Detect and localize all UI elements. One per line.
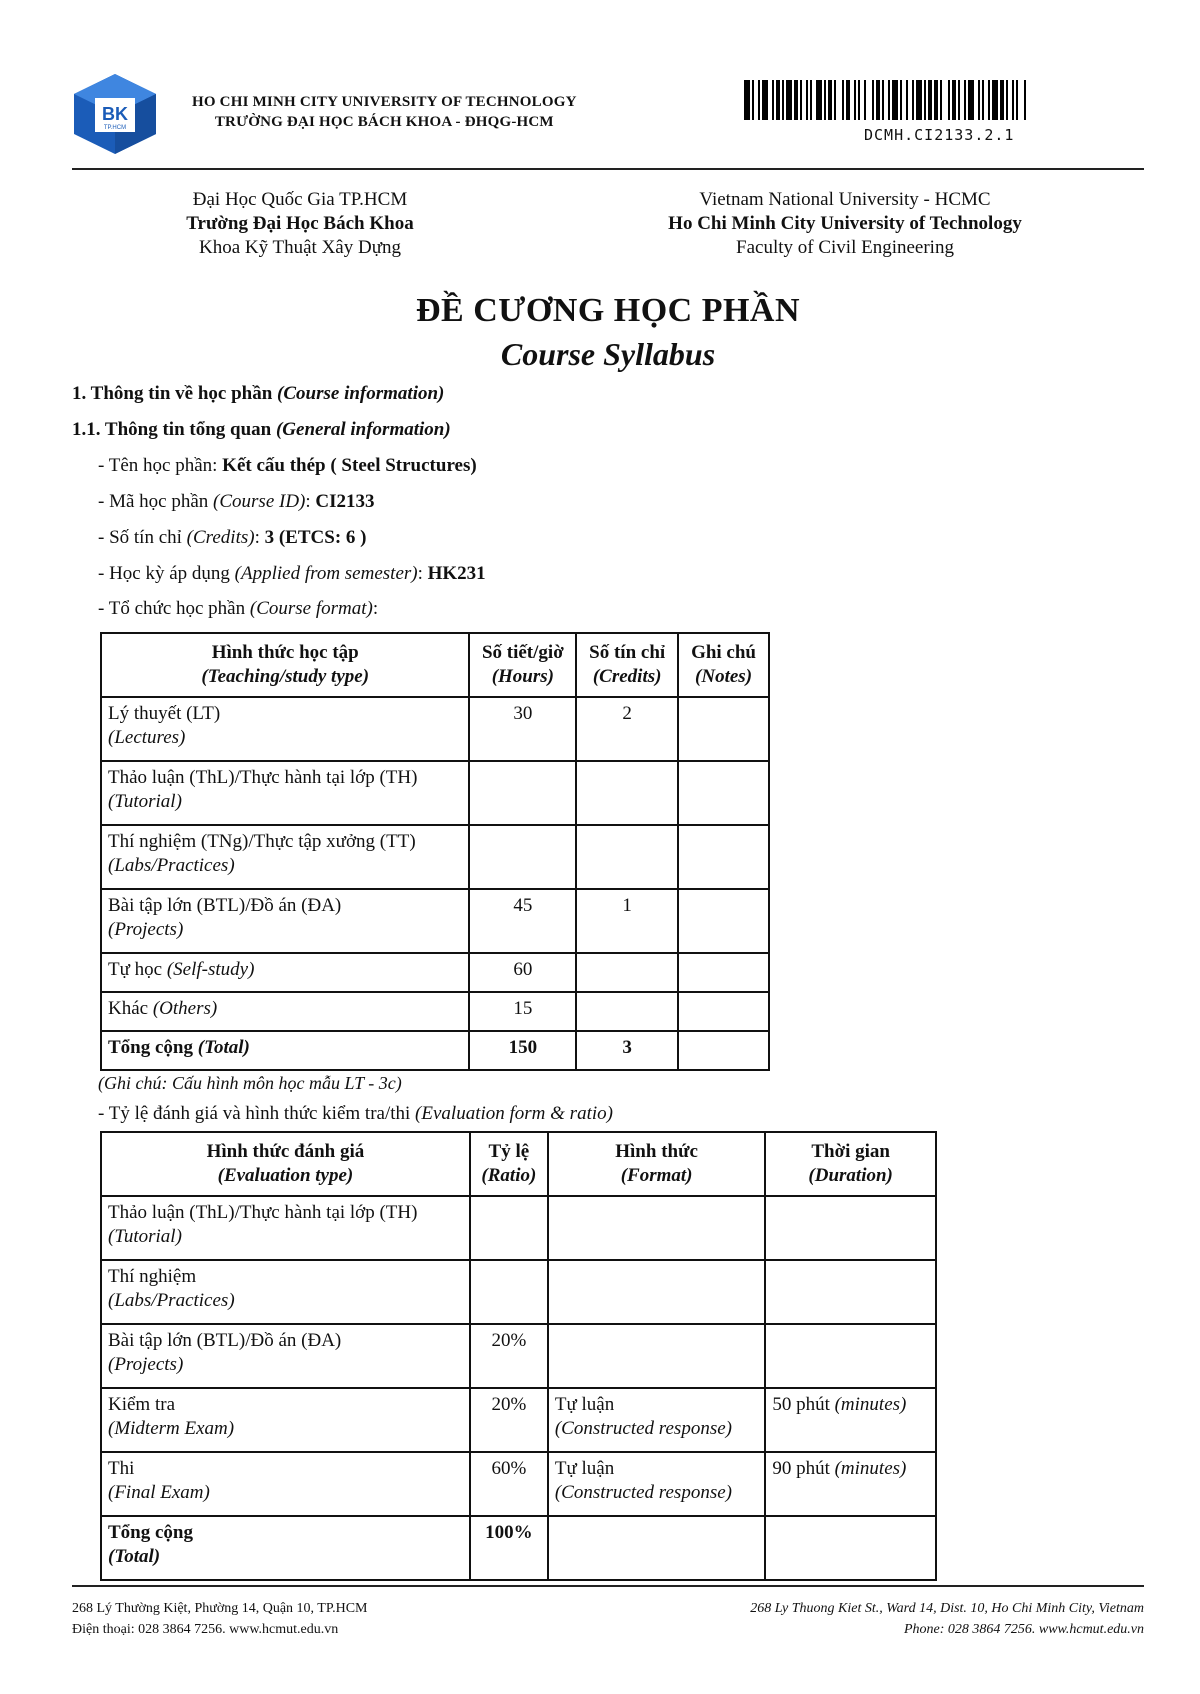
institution-vi-line3: Khoa Kỹ Thuật Xây Dựng [198,237,402,258]
header-notes: Ghi chú (Notes) [678,633,769,697]
university-name-block [192,92,577,132]
total-label: Tổng cộng (Total) [101,1516,470,1580]
table-row [101,953,769,992]
course-name-label: - Tên học phần: [98,455,223,476]
document-barcode [744,80,1144,144]
row-ratio: 20% [470,1388,548,1452]
section-1-1-title: 1.1. Thông tin tổng quan [72,419,272,440]
total-format [548,1516,765,1580]
row-notes [678,992,769,1031]
table-row [101,697,769,761]
table-total-row [101,1516,936,1580]
row-type: Thi (Final Exam) [101,1452,470,1516]
row-ratio [470,1260,548,1324]
table-row [101,1196,936,1260]
university-logo [70,72,160,156]
row-format: Tự luận (Constructed response) [548,1452,765,1516]
table-row [101,1388,936,1452]
evaluation-intro-label-en: (Evaluation form & ratio) [415,1103,613,1124]
row-hours [469,761,576,825]
table-row [101,889,769,953]
credits-label: - Số tín chỉ [98,527,187,548]
document-subtitle: Course Syllabus [500,336,716,372]
credits-line: - Số tín chỉ (Credits): 3 (ETCS: 6 ) [98,527,367,548]
semester-label-en: (Applied from semester) [234,563,418,584]
total-notes [678,1031,769,1070]
course-format-table [100,632,770,1071]
row-credits [576,992,678,1031]
course-id-value: CI2133 [315,491,375,512]
table-header-row [101,1132,936,1196]
course-id-label: - Mã học phần [98,491,214,512]
footer-address-vi: 268 Lý Thường Kiệt, Phường 14, Quận 10, TP.HCM [72,1601,368,1616]
table-row [101,1324,936,1388]
course-id-line: - Mã học phần (Course ID): CI2133 [98,491,375,512]
institution-vi-line2: Trường Đại Học Bách Khoa [186,213,414,234]
row-type: Thảo luận (ThL)/Thực hành tại lớp (TH) (Tutorial) [101,761,469,825]
header-credits: Số tín chỉ (Credits) [576,633,678,697]
row-duration: 90 phút (minutes) [765,1452,936,1516]
row-notes [678,953,769,992]
header-divider [72,168,1144,170]
row-type: Bài tập lớn (BTL)/Đồ án (ĐA) (Projects) [101,1324,470,1388]
institution-en-line2: Ho Chi Minh City University of Technology [668,213,1022,234]
course-format-label-en: (Course format) [249,598,373,619]
semester-line: - Học kỳ áp dụng (Applied from semester): HK231 [98,563,486,584]
semester-label: - Học kỳ áp dụng [98,563,235,584]
university-name-vi: TRƯỜNG ĐẠI HỌC BÁCH KHOA - ĐHQG-HCM [214,114,554,130]
course-id-label-en: (Course ID) [213,491,306,512]
row-format [548,1260,765,1324]
row-duration: 50 phút (minutes) [765,1388,936,1452]
row-type: Lý thuyết (LT) (Lectures) [101,697,469,761]
row-type: Bài tập lớn (BTL)/Đồ án (ĐA) (Projects) [101,889,469,953]
header-hours: Số tiết/giờ (Hours) [469,633,576,697]
institution-vi [150,188,450,260]
barcode-image [744,80,1142,120]
total-hours: 150 [469,1031,576,1070]
course-format-label: - Tổ chức học phần [98,598,250,619]
row-type: Thí nghiệm (TNg)/Thực tập xưởng (TT) (Labs/Practices) [101,825,469,889]
section-1-heading [72,383,444,405]
course-table-note: (Ghi chú: Cấu hình môn học mẫu LT - 3c) [98,1073,402,1093]
row-credits: 1 [576,889,678,953]
header-study-type: Hình thức học tập (Teaching/study type) [101,633,469,697]
institution-en [600,188,1090,260]
course-name-line [98,455,477,477]
footer-phone-en: Phone: 028 3864 7256. www.hcmut.edu.vn [903,1622,1144,1637]
university-name-en: HO CHI MINH CITY UNIVERSITY OF TECHNOLOGY [192,94,577,110]
table-header-row [101,633,769,697]
table-row [101,825,769,889]
footer-divider [72,1585,1144,1587]
footer-phone-vi: Điện thoại: 028 3864 7256. www.hcmut.edu.vn [72,1622,339,1637]
row-format [548,1324,765,1388]
row-credits [576,953,678,992]
footer-vi [72,1598,367,1640]
header-ratio: Tỷ lệ (Ratio) [470,1132,548,1196]
logo-text: BK [102,104,128,124]
row-ratio: 60% [470,1452,548,1516]
credits-value: 3 (ETCS: 6 ) [264,527,367,548]
row-hours: 30 [469,697,576,761]
document-code: DCMH.CI2133.2.1 [864,126,1015,144]
row-hours: 15 [469,992,576,1031]
row-type: Tự học (Self-study) [101,953,469,992]
row-type: Khác (Others) [101,992,469,1031]
header-evaluation-type: Hình thức đánh giá (Evaluation type) [101,1132,470,1196]
semester-value: HK231 [427,563,486,584]
evaluation-intro [98,1103,613,1125]
row-credits [576,761,678,825]
section-1-title: 1. Thông tin về học phần [72,383,273,404]
section-1-1-heading [72,419,451,441]
table-total-row [101,1031,769,1070]
table-row [101,992,769,1031]
evaluation-intro-label: - Tỷ lệ đánh giá và hình thức kiểm tra/thi [98,1103,416,1124]
row-credits [576,825,678,889]
row-duration [765,1260,936,1324]
table-row [101,761,769,825]
evaluation-table [100,1131,937,1581]
total-label: Tổng cộng (Total) [101,1031,469,1070]
row-format: Tự luận (Constructed response) [548,1388,765,1452]
row-format [548,1196,765,1260]
row-duration [765,1324,936,1388]
course-name-value: Kết cấu thép ( Steel Structures) [222,455,477,476]
row-ratio: 20% [470,1324,548,1388]
row-notes [678,697,769,761]
table-row [101,1452,936,1516]
total-credits: 3 [576,1031,678,1070]
institution-vi-line1: Đại Học Quốc Gia TP.HCM [192,189,408,210]
document-title: ĐỀ CƯƠNG HỌC PHẦN [415,292,801,329]
row-ratio [470,1196,548,1260]
total-ratio: 100% [470,1516,548,1580]
row-hours [469,825,576,889]
table-row [101,1260,936,1324]
institution-en-line1: Vietnam National University - HCMC [699,189,991,210]
row-notes [678,761,769,825]
row-type: Thảo luận (ThL)/Thực hành tại lớp (TH) (Tutorial) [101,1196,470,1260]
total-duration [765,1516,936,1580]
credits-label-en: (Credits) [186,527,255,548]
row-notes [678,889,769,953]
row-type: Kiểm tra (Midterm Exam) [101,1388,470,1452]
section-1-title-en: (Course information) [277,383,445,404]
row-notes [678,825,769,889]
row-credits: 2 [576,697,678,761]
header-format: Hình thức (Format) [548,1132,765,1196]
row-duration [765,1196,936,1260]
footer-address-en: 268 Ly Thuong Kiet St., Ward 14, Dist. 10, Ho Chi Minh City, Vietnam [750,1601,1144,1616]
logo-subtext: TP.HCM [103,125,127,131]
row-type: Thí nghiệm (Labs/Practices) [101,1260,470,1324]
section-1-1-title-en: (General information) [275,419,451,440]
row-hours: 60 [469,953,576,992]
institution-en-line3: Faculty of Civil Engineering [736,237,954,258]
header-duration: Thời gian (Duration) [765,1132,936,1196]
row-hours: 45 [469,889,576,953]
footer-en [750,1598,1144,1640]
course-format-line: - Tổ chức học phần (Course format): [98,598,379,619]
